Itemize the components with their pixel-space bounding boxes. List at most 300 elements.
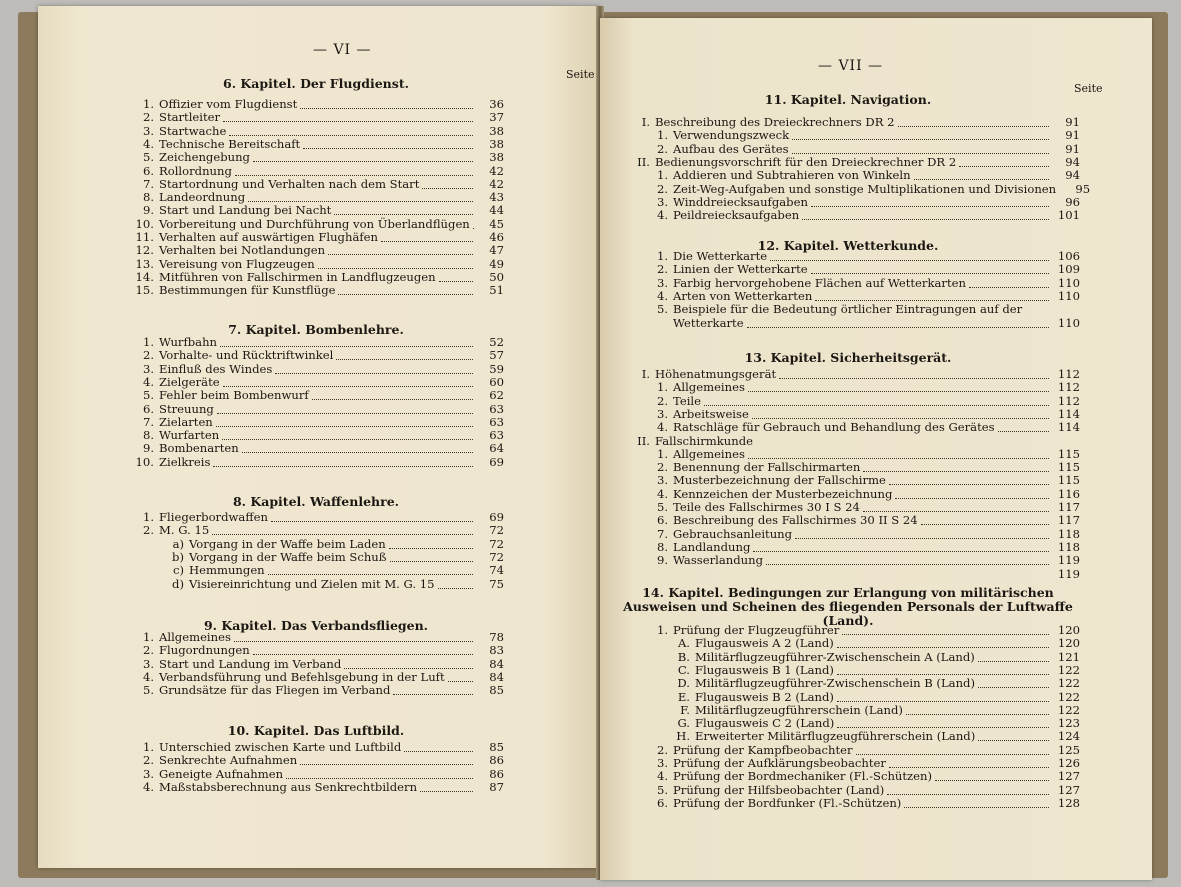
leader-dots: [234, 633, 473, 642]
entry-text: Aufbau des Gerätes: [673, 141, 789, 156]
entry-number: 2.: [142, 523, 154, 538]
entry-number: 2.: [142, 348, 154, 363]
leader-dots: [748, 450, 1049, 459]
entry-page-number: 46: [489, 230, 504, 244]
entry-page-number: 59: [489, 361, 504, 376]
toc-entry: [640, 744, 1080, 757]
entry-number: F.: [680, 702, 690, 717]
entry-page-number: 120: [1057, 623, 1080, 637]
leader-dots: [770, 252, 1049, 261]
entry-number: 6.: [656, 513, 668, 528]
toc-entry: [164, 551, 504, 564]
entry-page-number: 128: [1057, 795, 1080, 810]
leader-dots: [969, 279, 1049, 288]
entry-text: Ratschläge für Gebrauch und Behandlung des Gerätes: [673, 420, 995, 435]
entry-number: 2.: [142, 643, 154, 658]
entry-text: Verbandsführung und Befehlsgebung in der Luft: [159, 669, 445, 684]
entry-text: Linien der Wetterkarte: [673, 262, 808, 277]
entry-page-number: 115: [1057, 460, 1080, 475]
entry-page-number: 84: [489, 669, 504, 684]
entry-page-number: 114: [1057, 406, 1080, 421]
entry-page-number: 115: [1057, 446, 1080, 461]
leader-dots: [393, 686, 473, 695]
entry-number: C.: [677, 662, 690, 677]
toc-entry: [134, 768, 504, 781]
leader-dots: [935, 772, 1049, 781]
entry-text: Peildreiecksaufgaben: [673, 208, 800, 223]
entry-text: Prüfung der Kampfbeobachter: [673, 742, 853, 757]
entry-page-number: 64: [489, 441, 504, 456]
entry-text: Militärflugzeugführerschein (Land): [695, 702, 903, 717]
toc-entry: [640, 784, 1080, 797]
entry-number: d): [172, 576, 184, 591]
entry-number: 4.: [142, 779, 154, 794]
entry-text: Landeordnung: [159, 190, 246, 205]
page-number: — VII —: [818, 58, 884, 74]
toc-entry: [640, 528, 1080, 541]
entry-number: 5.: [656, 302, 668, 317]
toc-entry: [640, 501, 1080, 514]
entry-number: 6.: [142, 401, 154, 416]
entry-text: Fallschirmkunde: [655, 433, 753, 448]
leader-dots: [811, 198, 1049, 207]
leader-dots: [856, 746, 1049, 755]
seite-label: Seite: [566, 68, 595, 81]
entry-number: 12.: [135, 243, 154, 258]
toc-entry: [134, 271, 504, 284]
entry-page-number: 42: [489, 163, 504, 178]
entry-text: Allgemeines: [159, 630, 231, 644]
leader-dots: [795, 530, 1049, 539]
leader-dots: [216, 418, 473, 427]
entry-number: 3.: [656, 406, 668, 421]
entry-text: Vorgang in der Waffe beim Laden: [189, 536, 386, 551]
entry-text: Addieren und Subtrahieren von Winkeln: [673, 168, 911, 183]
entry-number: 2.: [142, 110, 154, 125]
leader-dots: [422, 180, 473, 189]
toc-entry: [640, 554, 1080, 567]
entry-page-number: 109: [1057, 262, 1080, 277]
toc-entry: [134, 336, 504, 349]
entry-page-number: 114: [1057, 420, 1080, 435]
entry-page-number: 117: [1057, 500, 1080, 514]
entry-number: 1.: [142, 97, 154, 111]
seite-label: Seite: [1074, 82, 1103, 95]
entry-page-number: 119: [1057, 553, 1080, 568]
entry-number: I.: [641, 115, 650, 129]
entry-number: 3.: [142, 766, 154, 781]
entry-text: Vorgang in der Waffe beim Schuß: [189, 549, 387, 564]
leader-dots: [837, 719, 1049, 728]
toc-entry: [662, 691, 1080, 704]
entry-page-number: 83: [489, 643, 504, 658]
entry-number: 9.: [142, 203, 154, 218]
toc-entry: [134, 258, 504, 271]
toc-entry: [164, 538, 504, 551]
entry-text: Flugausweis A 2 (Land): [695, 636, 834, 651]
toc-entry: [640, 196, 1080, 209]
leader-dots: [213, 458, 473, 467]
entry-text: Flugausweis B 2 (Land): [695, 689, 834, 704]
entry-page-number: 51: [489, 283, 504, 298]
toc-entry: [134, 403, 504, 416]
toc-entry: [640, 209, 1080, 222]
entry-number: c): [172, 563, 184, 578]
entry-page-number: 118: [1057, 539, 1080, 554]
entry-text: Militärflugzeugführer-Zwischenschein B (Land): [695, 676, 975, 691]
toc-entry: [640, 757, 1080, 770]
toc-entry: [134, 684, 504, 697]
entry-text: Farbig hervorgehobene Flächen auf Wetterkarten: [673, 275, 966, 290]
chapter-title: 12. Kapitel. Wetterkunde.: [757, 238, 939, 253]
toc-entry: [134, 244, 504, 257]
entry-text: Arten von Wetterkarten: [673, 288, 813, 303]
toc-entry: [640, 408, 1080, 421]
entry-page-number: 63: [489, 414, 504, 429]
toc-entry: [134, 165, 504, 178]
entry-page-number: 125: [1057, 742, 1080, 757]
entry-number: 3.: [656, 194, 668, 209]
entry-number: 8.: [142, 428, 154, 443]
chapter-title: 8. Kapitel. Waffenlehre.: [232, 494, 400, 509]
entry-number: 8.: [656, 539, 668, 554]
entry-number: a): [172, 536, 184, 551]
entry-page-number: 115: [1057, 473, 1080, 488]
entry-page-number: 96: [1065, 194, 1080, 209]
entry-number: 4.: [656, 769, 668, 784]
entry-page-number: 91: [1065, 141, 1080, 156]
entry-text: Prüfung der Aufklärungsbeobachter: [673, 756, 886, 770]
entry-text: Hemmungen: [189, 563, 265, 578]
entry-text: Allgemeines: [673, 380, 745, 395]
leader-dots: [223, 113, 473, 122]
entry-text: Zielgeräte: [159, 374, 220, 389]
toc-entry: [622, 156, 1080, 169]
leader-dots: [300, 756, 473, 765]
leader-dots: [220, 338, 473, 347]
toc-entry: [640, 277, 1080, 290]
entry-text: Unterschied zwischen Karte und Luftbild: [159, 740, 402, 754]
entry-text: Flugordnungen: [159, 643, 250, 658]
entry-number: 5.: [656, 782, 668, 797]
entry-number: 15.: [135, 283, 154, 298]
leader-dots: [253, 153, 473, 162]
entry-text: Kennzeichen der Musterbezeichnung: [673, 486, 893, 501]
leader-dots: [448, 673, 473, 682]
leader-dots: [863, 463, 1049, 472]
leader-dots: [753, 543, 1049, 552]
entry-text: Flugausweis B 1 (Land): [695, 662, 834, 677]
chapter-title: 11. Kapitel. Navigation.: [764, 92, 932, 107]
entry-text: Wurfbahn: [159, 335, 218, 349]
entry-number: B.: [677, 649, 690, 664]
entry-page-number: 110: [1057, 275, 1080, 290]
leader-dots: [895, 490, 1049, 499]
entry-page-number: 120: [1057, 636, 1080, 651]
entry-number: 2.: [656, 141, 668, 156]
toc-entry: [134, 754, 504, 767]
toc-entry: [640, 421, 1080, 434]
entry-page-number: 94: [1065, 154, 1080, 169]
toc-entry: [640, 797, 1080, 810]
toc-entry: [622, 116, 1080, 129]
toc-entry: [134, 349, 504, 362]
chapter-title: 6. Kapitel. Der Flugdienst.: [223, 76, 409, 91]
entry-number: 5.: [656, 500, 668, 514]
leader-dots: [312, 391, 473, 400]
entry-number: b): [172, 549, 184, 564]
leader-dots: [229, 127, 473, 136]
entry-text: Beschreibung des Fallschirmes 30 II S 24: [673, 513, 918, 528]
entry-page-number: 112: [1057, 380, 1080, 395]
toc-entry: [134, 284, 504, 297]
leader-dots: [978, 653, 1049, 662]
entry-number: 4.: [142, 374, 154, 389]
toc-entry: [640, 129, 1080, 142]
entry-page-number: 63: [489, 401, 504, 416]
leader-dots: [863, 503, 1049, 512]
toc-entry: [640, 461, 1080, 474]
entry-text: Arbeitsweise: [673, 406, 749, 421]
entry-page-number: 75: [489, 576, 504, 591]
leader-dots: [837, 666, 1049, 675]
entry-page-number: 127: [1057, 782, 1080, 797]
entry-number: 1.: [656, 128, 668, 143]
entry-number: 3.: [656, 756, 668, 770]
entry-page-number: 122: [1057, 662, 1080, 677]
leader-dots: [802, 211, 1049, 220]
leader-dots: [887, 786, 1049, 795]
toc-entry: [134, 429, 504, 442]
entry-page-number: 85: [489, 683, 504, 698]
leader-dots: [1025, 306, 1049, 314]
entry-number: H.: [676, 729, 690, 744]
leader-dots: [815, 292, 1049, 301]
entry-number: 3.: [142, 123, 154, 138]
entry-number: 9.: [656, 553, 668, 568]
entry-page-number: 106: [1057, 249, 1080, 263]
leader-dots: [748, 383, 1049, 392]
leader-dots: [217, 405, 473, 414]
entry-page-number: 126: [1057, 756, 1080, 770]
toc-entry: [640, 303, 1080, 316]
leader-dots: [978, 679, 1049, 688]
entry-number: 11.: [135, 230, 154, 244]
entry-number: 2.: [656, 742, 668, 757]
entry-number: A.: [677, 636, 690, 651]
entry-number: 4.: [656, 486, 668, 501]
toc-entry: [134, 98, 504, 111]
leader-dots: [704, 397, 1049, 406]
entry-text: Militärflugzeugführer-Zwischenschein A (Land): [695, 649, 975, 664]
entry-number: 4.: [656, 420, 668, 435]
entry-page-number: 78: [489, 630, 504, 644]
leader-dots: [390, 553, 474, 562]
entry-text: Technische Bereitschaft: [159, 136, 301, 151]
entry-page-number: 123: [1057, 716, 1080, 731]
toc-entry: [134, 138, 504, 151]
toc-entry: [134, 204, 504, 217]
entry-text: Gebrauchsanleitung: [673, 526, 793, 541]
leader-dots: [318, 260, 473, 269]
entry-text: Teile des Fallschirmes 30 I S 24: [673, 500, 860, 514]
entry-text: Vorhalte- und Rücktriftwinkel: [159, 348, 334, 363]
entry-text: Musterbezeichnung der Fallschirme: [673, 473, 886, 488]
toc-entry: [640, 514, 1080, 527]
chapter-title: 13. Kapitel. Sicherheitsgerät.: [744, 350, 952, 365]
entry-page-number: 118: [1057, 526, 1080, 541]
entry-text: Die Wetterkarte: [673, 249, 768, 263]
toc-entry: [134, 363, 504, 376]
leader-dots: [914, 171, 1049, 180]
toc-entry: [134, 125, 504, 138]
entry-page-number: 86: [489, 766, 504, 781]
toc-entry: [662, 730, 1080, 743]
toc-entry: [640, 181, 1091, 196]
toc-entry: [640, 290, 1080, 303]
entry-text: M. G. 15: [159, 523, 210, 538]
leader-dots: [420, 783, 473, 792]
toc-entry: [640, 624, 1080, 637]
entry-page-number: 91: [1065, 128, 1080, 143]
entry-text: Mitführen von Fallschirmen in Landflugzeugen: [159, 269, 436, 284]
entry-page-number: 52: [489, 335, 504, 349]
entry-text: Start und Landung bei Nacht: [159, 203, 332, 218]
entry-text: Beispiele für die Bedeutung örtlicher Eintragungen auf der: [673, 302, 1023, 317]
toc-entry: [640, 474, 1080, 487]
toc-entry: [164, 564, 504, 577]
entry-text: Zeit-Weg-Aufgaben und sonstige Multiplikationen und Divisionen: [673, 181, 1057, 196]
entry-text: Bedienungsvorschrift für den Dreieckrechner DR 2: [655, 154, 957, 169]
entry-page-number: 95: [1075, 181, 1091, 196]
entry-number: 1.: [142, 510, 154, 524]
toc-entry: [134, 658, 504, 671]
entry-text: Höhenatmungsgerät: [655, 367, 777, 381]
entry-text: Landlandung: [673, 539, 751, 554]
entry-page-number: 112: [1057, 393, 1080, 408]
leader-dots: [303, 140, 473, 149]
left-page: [38, 6, 600, 868]
leader-dots: [212, 526, 473, 535]
entry-text: Beschreibung des Dreieckrechners DR 2: [655, 115, 895, 129]
entry-number: 2.: [656, 393, 668, 408]
entry-number: 4.: [656, 208, 668, 223]
entry-text: Geneigte Aufnahmen: [159, 766, 284, 781]
entry-text: Wetterkarte: [673, 315, 744, 330]
toc-entry: [134, 442, 504, 455]
entry-number: 3.: [656, 473, 668, 488]
entry-page-number: 84: [489, 656, 504, 671]
entry-number: 2.: [656, 181, 668, 196]
leader-dots: [837, 639, 1049, 648]
entry-number: 1.: [656, 623, 668, 637]
page-number: — VI —: [313, 42, 372, 58]
toc-entry: [134, 151, 504, 164]
entry-text: Fliegerbordwaffen: [159, 510, 268, 524]
entry-number: 1.: [656, 380, 668, 395]
entry-text: Erweiterter Militärflugzeugführerschein (Land): [695, 729, 976, 744]
entry-page-number: 57: [489, 348, 504, 363]
toc-entry: [662, 677, 1080, 690]
leader-dots: [837, 693, 1049, 702]
toc-entry: [134, 218, 504, 231]
leader-dots: [300, 100, 473, 109]
toc-entry: [134, 178, 504, 191]
leader-dots: [779, 370, 1049, 379]
entry-page-number: 36: [489, 97, 504, 111]
leader-dots: [338, 286, 473, 295]
entry-text: Teile: [673, 393, 701, 408]
toc-entry: [640, 263, 1080, 276]
toc-entry: [134, 781, 504, 794]
entry-page-number: 74: [489, 563, 504, 578]
entry-number: 8.: [142, 190, 154, 205]
leader-dots: [223, 378, 473, 387]
entry-page-number: 127: [1057, 769, 1080, 784]
entry-text: Zielkreis: [159, 454, 211, 469]
toc-entry: [134, 111, 504, 124]
entry-text: Startordnung und Verhalten nach dem Start: [159, 176, 420, 191]
entry-number: 3.: [142, 361, 154, 376]
leader-dots: [978, 732, 1049, 741]
entry-page-number: 37: [489, 110, 504, 125]
entry-number: 7.: [142, 176, 154, 191]
entry-text: Offizier vom Flugdienst: [159, 97, 298, 111]
entry-page-number: 69: [489, 510, 504, 524]
toc-entry: [134, 511, 504, 524]
toc-entry: [622, 368, 1080, 381]
entry-text: Zielarten: [159, 414, 213, 429]
entry-page-number: 38: [489, 136, 504, 151]
entry-page-number: 116: [1057, 486, 1080, 501]
entry-number: 1.: [656, 168, 668, 183]
toc-entry: [640, 169, 1080, 182]
entry-number: 10.: [135, 454, 154, 469]
entry-number: 13.: [135, 256, 154, 271]
toc-entry: [640, 381, 1080, 394]
leader-dots: [286, 770, 473, 779]
toc-entry: [662, 704, 1080, 717]
entry-text: Maßstabsberechnung aus Senkrechtbildern: [159, 779, 418, 794]
leader-dots: [404, 743, 473, 752]
toc-entry: [640, 488, 1080, 501]
entry-text: Benennung der Fallschirmarten: [673, 460, 861, 475]
entry-page-number: 50: [489, 269, 504, 284]
entry-number: 1.: [142, 740, 154, 754]
toc-entry: [134, 524, 504, 537]
right-page: [600, 18, 1152, 880]
leader-dots: [334, 206, 473, 215]
entry-page-number: 112: [1057, 367, 1080, 381]
entry-page-number: 85: [489, 740, 504, 754]
entry-text: Fehler beim Bombenwurf: [159, 388, 309, 403]
entry-page-number: 69: [489, 454, 504, 469]
entry-number: 2.: [656, 460, 668, 475]
entry-number: G.: [677, 716, 690, 731]
entry-page-number: 86: [489, 753, 504, 768]
entry-page-number: 38: [489, 150, 504, 165]
entry-number: 1.: [656, 446, 668, 461]
toc-entry: [134, 671, 504, 684]
leader-dots: [898, 118, 1049, 127]
entry-page-number: 49: [489, 256, 504, 271]
leader-dots: [766, 556, 1049, 565]
leader-dots: [811, 265, 1049, 274]
toc-entry: [134, 231, 504, 244]
leader-dots: [906, 706, 1049, 715]
entry-number: 1.: [142, 630, 154, 644]
toc-entry: [662, 717, 1080, 730]
